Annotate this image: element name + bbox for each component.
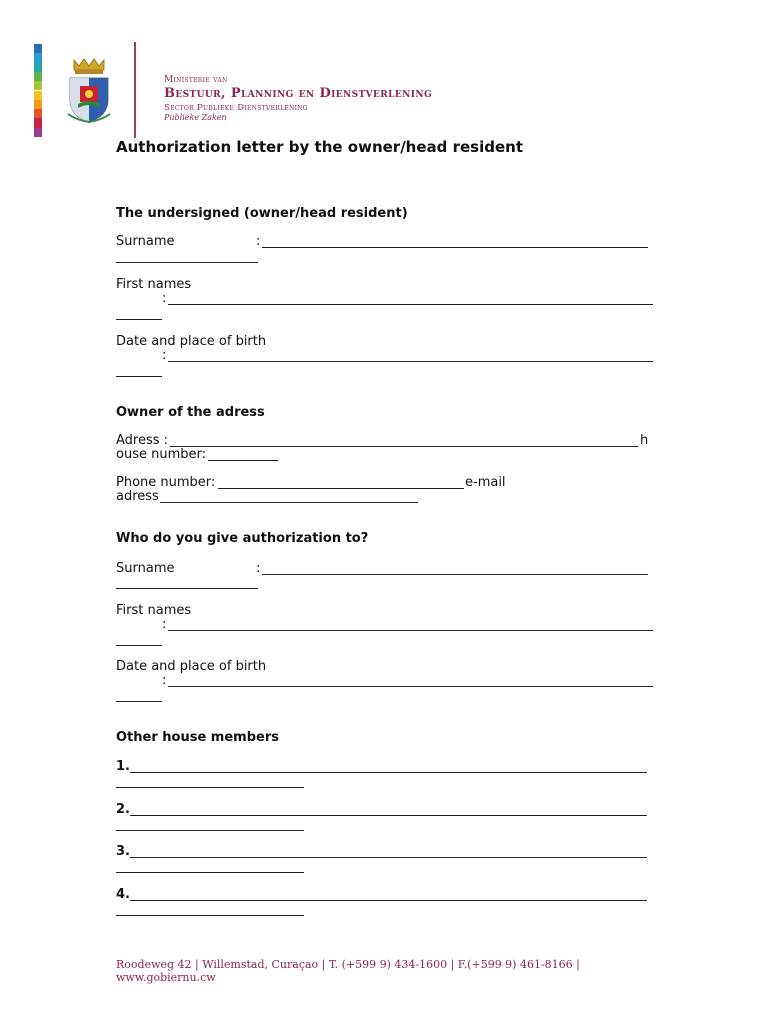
member-field-2-continuation[interactable]	[116, 830, 304, 831]
member-number-2: 2.	[116, 802, 130, 817]
color-stripe-segment	[34, 81, 42, 90]
footer-website-link[interactable]: www.gobiernu.cw	[116, 971, 216, 984]
surname-field[interactable]	[262, 247, 648, 248]
email-label: e-mail	[465, 475, 506, 490]
ministry-name: Bestuur, Planning en Dienstverlening	[164, 86, 433, 101]
email-label-continuation: adress	[116, 489, 159, 504]
first-names-field-continuation[interactable]	[116, 319, 162, 320]
member-field-4-continuation[interactable]	[116, 915, 304, 916]
first-names-label: First names	[116, 277, 192, 292]
member-number-4: 4.	[116, 887, 130, 902]
coat-of-arms-icon	[66, 56, 112, 124]
member-field-2[interactable]	[130, 815, 647, 816]
member-field-4[interactable]	[130, 900, 647, 901]
surname-field-continuation[interactable]	[116, 262, 258, 263]
ministry-department: Publieke Zaken	[164, 113, 227, 122]
color-stripe-segment	[34, 109, 42, 118]
member-field-1-continuation[interactable]	[116, 787, 304, 788]
member-number-1: 1.	[116, 759, 130, 774]
color-stripe-segment	[34, 53, 42, 62]
color-stripe-segment	[34, 72, 42, 81]
first-names-colon: :	[162, 291, 167, 306]
authorized-first-names-label: First names	[116, 603, 192, 618]
authorized-birth-colon: :	[162, 673, 167, 688]
address-label: Adress :	[116, 433, 169, 448]
section-heading-authorized: Who do you give authorization to?	[116, 531, 369, 546]
member-field-3-continuation[interactable]	[116, 872, 304, 873]
authorized-surname-label: Surname	[116, 561, 175, 576]
house-number-label: ouse number:	[116, 447, 206, 462]
authorized-birth-field[interactable]	[168, 686, 653, 687]
member-field-3[interactable]	[130, 857, 647, 858]
authorized-first-names-field-continuation[interactable]	[116, 645, 162, 646]
ministry-prefix: Ministerie van	[164, 75, 228, 85]
color-stripe-segment	[34, 44, 42, 53]
authorized-first-names-field[interactable]	[168, 630, 653, 631]
authorized-surname-field-continuation[interactable]	[116, 588, 258, 589]
ministry-sector: Sector Publieke Dienstverlening	[164, 103, 308, 113]
address-field[interactable]	[170, 446, 638, 447]
phone-field[interactable]	[218, 488, 464, 489]
authorized-surname-field[interactable]	[262, 574, 648, 575]
color-stripe-segment	[34, 128, 42, 137]
authorized-surname-colon: :	[256, 561, 261, 576]
section-heading-members: Other house members	[116, 730, 279, 745]
color-stripe-segment	[34, 100, 42, 109]
phone-label: Phone number:	[116, 475, 216, 490]
birth-label: Date and place of birth	[116, 334, 267, 349]
header-divider	[134, 42, 136, 138]
birth-field[interactable]	[168, 361, 653, 362]
surname-label: Surname	[116, 234, 175, 249]
email-field[interactable]	[160, 502, 418, 503]
member-field-1[interactable]	[130, 772, 647, 773]
section-heading-owner: Owner of the adress	[116, 405, 265, 420]
color-stripe-segment	[34, 118, 42, 127]
authorized-first-names-colon: :	[162, 617, 167, 632]
authorized-birth-field-continuation[interactable]	[116, 701, 162, 702]
document-title: Authorization letter by the owner/head resident	[116, 138, 524, 156]
first-names-field[interactable]	[168, 304, 653, 305]
color-stripe-segment	[34, 91, 42, 100]
house-h-label: h	[640, 433, 649, 448]
member-number-3: 3.	[116, 844, 130, 859]
section-heading-undersigned: The undersigned (owner/head resident)	[116, 206, 408, 221]
authorized-birth-label: Date and place of birth	[116, 659, 267, 674]
surname-colon: :	[256, 234, 261, 249]
birth-field-continuation[interactable]	[116, 376, 162, 377]
footer-address: Roodeweg 42 | Willemstad, Curaçao | T. (+599 9) 434-1600 | F.(+599 9) 461-8166 |	[116, 958, 580, 971]
house-number-field[interactable]	[208, 460, 278, 461]
color-stripe-segment	[34, 63, 42, 72]
birth-colon: :	[162, 348, 167, 363]
